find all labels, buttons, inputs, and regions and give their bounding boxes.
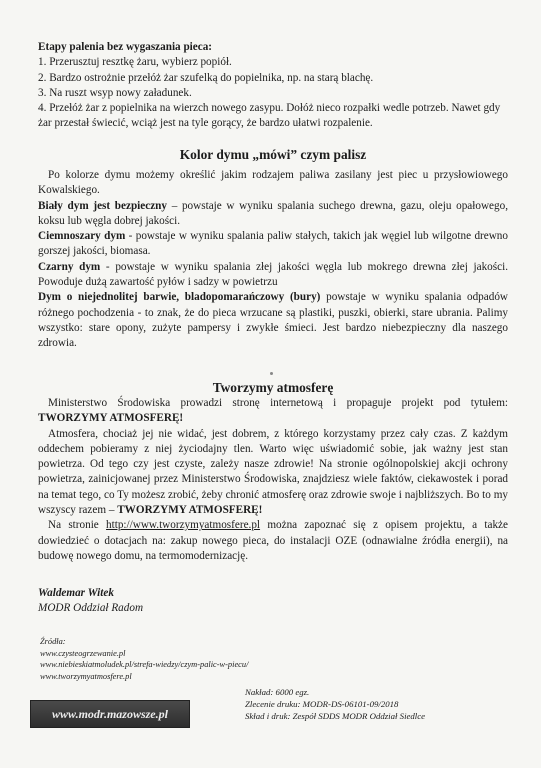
print-info (245, 686, 425, 723)
author-name: Waldemar Witek (38, 587, 114, 599)
atmosphere-p3 (38, 518, 508, 564)
atmosphere-p2-text: Atmosfera, chociaż jej nie widać, jest dobrem, z którego korzystamy przez cały czas. Z każdym oddechem pobieramy z niej życiodajny tlen. Warto więc uświadomić sobie, jak ważny jest stan powietrza. Od tego czy jest czyste, zależy nasze zdrowie! Na stronie ogólnopolskiej akcji ochrony powietrza, zainicjowanej przez Ministerstwo Środowiska, znajdziesz wiele faktów, ciekawostek i porad na temat tego, co Ty możesz zrobić, żeby chronić atmosferę oraz zdrowie swoje i najbliższych. Bo to my wszyscy razem – (38, 427, 508, 517)
atmosphere-p2-bold: TWORZYMY ATMOSFERĘ! (117, 504, 263, 517)
stages-item: 3. Na ruszt wsyp nowy załadunek. (38, 86, 192, 99)
atmosphere-p1 (38, 396, 508, 427)
atmosphere-p3-start: Na stronie (48, 519, 107, 532)
atmosphere-p1-bold: TWORZYMY ATMOSFERĘ! (38, 412, 184, 425)
atmosphere-p1-text: Ministerstwo Środowiska prowadzi stronę internetową i propaguje projekt pod tytułem: (48, 397, 508, 409)
sources-block (40, 636, 510, 682)
smoke-mixed (38, 290, 508, 351)
sources-label: Źródła: (40, 637, 66, 646)
divider-dot (270, 372, 273, 375)
website-banner[interactable]: www.modr.mazowsze.pl (30, 700, 190, 728)
smoke-intro: Po kolorze dymu możemy określić jakim rodzajem paliwa zasilany jest piec u przysłowiowego Kowalskiego. (38, 169, 508, 197)
smoke-darkgray (38, 229, 508, 260)
smoke-white-label: Biały dym jest bezpieczny (38, 199, 168, 212)
atmosphere-p3-end: można zapoznać się z opisem projektu, a także dowiedzieć o dotacjach na: zakup nowego pieca, do instalacji OZE (odnawialne źródła energii), na budowę nowego domu, na termomodernizację. (38, 519, 508, 562)
stages-item: 4. Przełóż żar z popielnika na wierzch nowego zasypu. Dołóż nieco rozpałki wedle potrzeb. Nawet gdy żar przestał świecić, wciąż jest na tyle gorący, że bardzo ułatwi rozpalenie. (38, 102, 501, 130)
stages-title: Etapy palenia bez wygaszania pieca: (38, 41, 213, 53)
atmosphere-heading: Tworzymy atmosferę (212, 380, 334, 395)
smoke-mixed-label: Dym o niejednolitej barwie, bladopomarańczowy (bury) (38, 291, 321, 304)
atmosphere-section (38, 380, 508, 564)
source-link[interactable]: www.czysteogrzewanie.pl (40, 648, 126, 658)
smoke-darkgray-text: - powstaje w wyniku spalania paliw stałych, takich jak węgiel lub wilgotne drewno gorszej jakości, biomasa. (38, 230, 508, 258)
stages-item: 1. Przerusztuj resztkę żaru, wybierz popiół. (38, 56, 232, 69)
smoke-black-label: Czarny dym (38, 260, 101, 273)
source-link[interactable]: www.tworzymyatmosfere.pl (40, 671, 132, 681)
author-block (38, 586, 508, 617)
smoke-section (38, 147, 508, 352)
atmosphere-p2 (38, 427, 508, 519)
smoke-darkgray-label: Ciemnoszary dym (38, 230, 126, 243)
author-org: MODR Oddział Radom (38, 602, 144, 615)
stages-item: 2. Bardzo ostrożnie przełóż żar szufelką do popielnika, np. na starą blachę. (38, 71, 374, 84)
smoke-black-text: - powstaje w wyniku spalania złej jakości węgla lub mokrego drewna złej jakości. Powoduje dużą zawartość pyłów i sadzy w powietrzu (38, 260, 508, 289)
print-order: Zlecenie druku: MODR-DS-06101-09/2018 (245, 699, 399, 710)
smoke-white-text: – powstaje w wyniku spalania suchego drewna, gazu, oleju opałowego, koksu lub węgla dobrej jakości. (38, 199, 509, 227)
source-link[interactable]: www.niebieskiatmoludek.pl/strefa-wiedzy/czym-palic-w-piecu/ (40, 660, 249, 670)
print-printer: Skład i druk: Zespół SDDS MODR Oddział Siedlce (245, 711, 426, 722)
tworzymyatmosfere-link[interactable]: http://www.tworzymyatmosfere.pl (106, 519, 261, 532)
smoke-white (38, 199, 508, 230)
stages-section (38, 40, 508, 132)
smoke-mixed-text: powstaje w wyniku spalania odpadów różnego pochodzenia - to znak, że do pieca wrzucane są plastiki, puszki, obierki, stare ubrania. Palimy wszystko: stare opony, zużyte pampersy i zwykłe śmieci. Jest bardzo niebezpieczny dla naszego zdrowia. (38, 291, 508, 350)
smoke-heading: Kolor dymu „mówi” czym palisz (179, 147, 367, 162)
smoke-black (38, 260, 508, 291)
print-circulation: Nakład: 6000 egz. (245, 687, 310, 697)
